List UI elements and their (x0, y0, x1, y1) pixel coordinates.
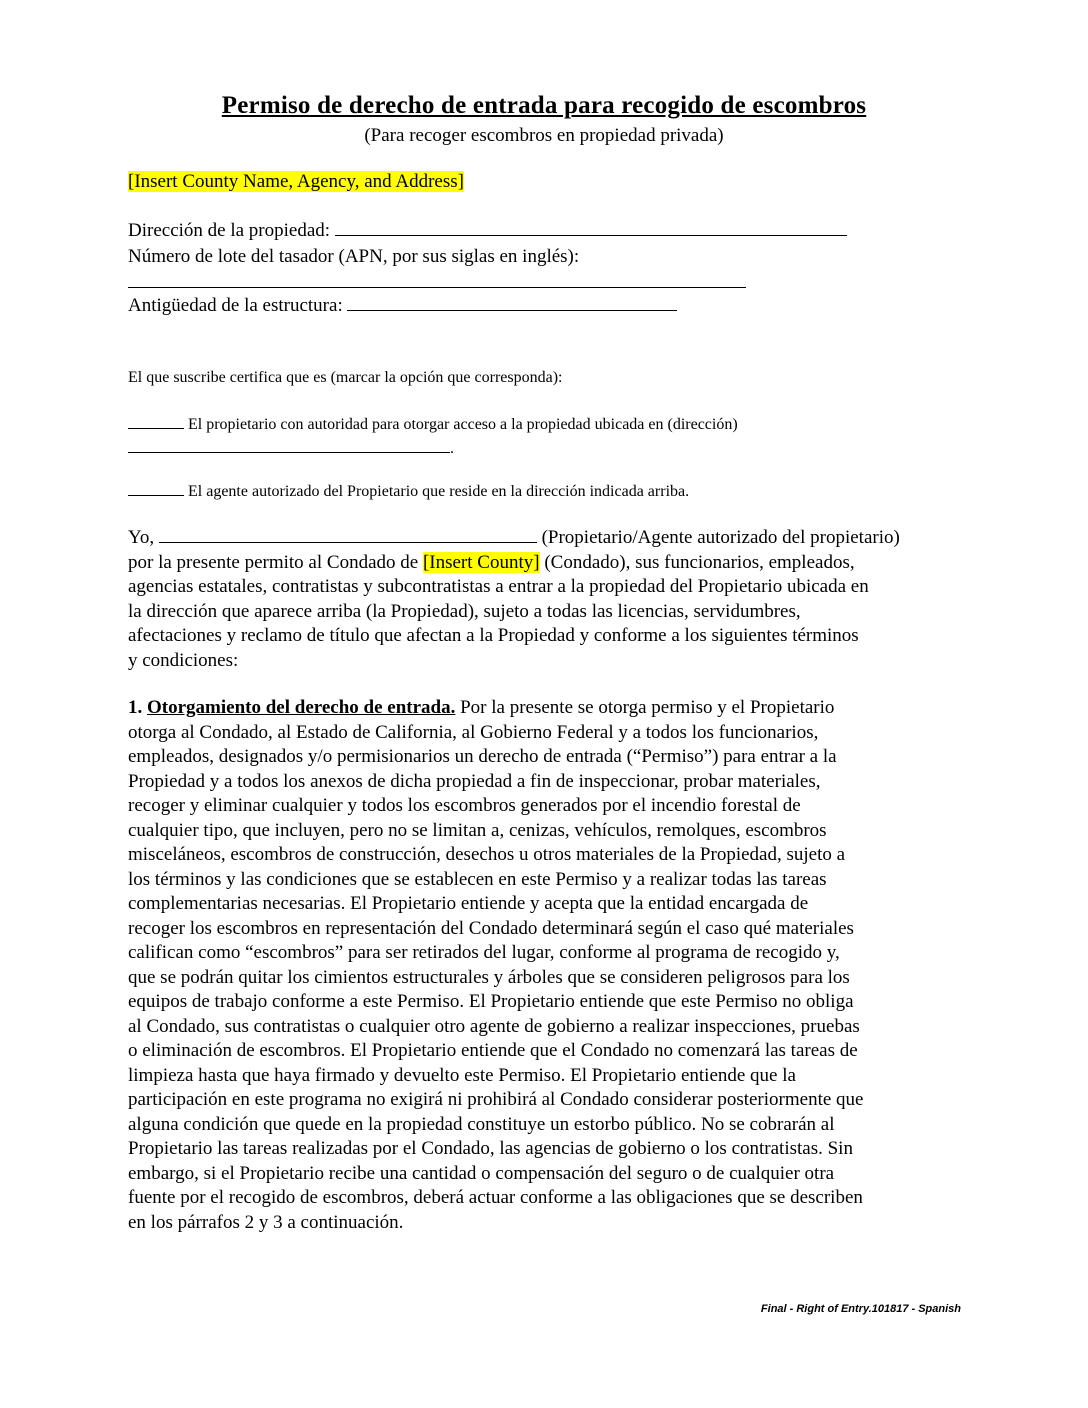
section-1-line: limpieza hasta que haya firmado y devuelto este Permiso. El Propietario entiende que la (128, 1064, 796, 1086)
section-1-line: recoger los escombros en representación del Condado determinará según el caso qué materiales (128, 917, 854, 939)
grant-line-2 (128, 551, 968, 576)
section-1-line: al Condado, sus contratistas o cualquier otro agente de gobierno a realizar inspecciones, pruebas (128, 1015, 860, 1037)
insert-county-highlight: [Insert County] (422, 551, 540, 573)
section-1-line: equipos de trabajo conforme a este Permiso. El Propietario entiende que este Permiso no obliga (128, 991, 854, 1012)
age-input-line[interactable] (347, 296, 677, 311)
grant-paragraph (128, 526, 968, 673)
certify-intro: El que suscribe certifica que es (marcar la opción que corresponda): (128, 369, 563, 386)
section-1-line: en los párrafos 2 y 3 a continuación. (128, 1211, 404, 1233)
section-1-line: califican como “escombros” para ser retirados del lugar, conforme al programa de recogido y, (128, 942, 840, 963)
apn-field-label-row (128, 246, 579, 268)
document-subtitle: (Para recoger escombros en propiedad privada) (364, 125, 724, 146)
section-1-line: Propiedad y a todos los anexos de dicha propiedad a fin de inspeccionar, probar materiales, (128, 770, 821, 792)
certify-option-agent (128, 481, 689, 501)
section-1-paragraph (128, 696, 968, 1235)
grant-line-3: agencias estatales, contratistas y subcontratistas a entrar a la propiedad del Propietario ubicada en (128, 576, 869, 597)
section-1-line: los términos y las condiciones que se establecen en este Permiso y a realizar todas las tareas (128, 868, 827, 890)
section-1-line: misceláneos, escombros de construcción, desechos u otros materiales de la Propiedad, sujeto a (128, 844, 846, 865)
owner-address-input-line[interactable] (128, 438, 450, 453)
section-1-line: alguna condición que quede en la propiedad constituye un estorbo público. No se cobrarán al (128, 1113, 835, 1135)
section-1-heading: Otorgamiento del derecho de entrada. (147, 697, 456, 718)
section-1-number: 1. (128, 697, 147, 718)
grant-line-5: afectaciones y reclamo de título que afectan a la Propiedad y conforme a los siguientes términos (128, 625, 859, 646)
grant-line-6: y condiciones: (128, 649, 239, 671)
grant-line-1 (128, 526, 968, 551)
grant-yo: Yo, (128, 527, 155, 548)
section-1-line: complementarias necesarias. El Propietario entiende y acepta que la entidad encargada de (128, 893, 809, 914)
certify-owner-address-row (128, 438, 454, 458)
age-field (128, 295, 677, 317)
age-label: Antigüedad de la estructura: (128, 295, 343, 316)
section-1-first-line (128, 696, 968, 721)
grant-role: (Propietario/Agente autorizado del propietario) (541, 527, 900, 548)
address-input-line[interactable] (335, 221, 847, 236)
page-footer: Final - Right of Entry.101817 - Spanish (760, 1303, 961, 1315)
grant-line-2a: por la presente permito al Condado de (128, 551, 423, 573)
section-1-line: fuente por el recogido de escombros, deberá actuar conforme a las obligaciones que se describen (128, 1187, 863, 1208)
section-1-line: o eliminación de escombros. El Propietario entiende que el Condado no comenzará las tareas de (128, 1040, 858, 1061)
agent-option-label: El agente autorizado del Propietario que reside en la dirección indicada arriba. (188, 483, 690, 500)
owner-address-end: . (450, 440, 454, 457)
grant-line-2b: (Condado), sus funcionarios, empleados, (539, 551, 855, 573)
agent-checkbox-line[interactable] (128, 481, 184, 496)
owner-checkbox-line[interactable] (128, 414, 184, 429)
section-1-line: participación en este programa no exigirá ni prohibirá al Condado considerar posteriormente que (128, 1089, 864, 1110)
county-placeholder-highlight: [Insert County Name, Agency, and Address] (128, 171, 464, 192)
section-1-line: Propietario las tareas realizadas por el Condado, las agencias de gobierno o los contratistas. Sin (128, 1138, 853, 1159)
grant-line-4: la dirección que aparece arriba (la Propiedad), sujeto a todas las licencias, servidumbres, (128, 600, 801, 622)
certify-option-owner (128, 414, 738, 434)
apn-input-line[interactable] (128, 273, 746, 288)
document-title: Permiso de derecho de entrada para recogido de escombros (221, 92, 867, 119)
county-block-placeholder (128, 171, 464, 193)
section-1-line: que se podrán quitar los cimientos estructurales y árboles que se consideren peligrosos para los (128, 966, 850, 988)
apn-field-line-row (128, 272, 746, 294)
address-field (128, 220, 847, 242)
section-1-line: empleados, designados y/o permisionarios un derecho de entrada (“Permiso”) para entrar a la (128, 746, 837, 767)
section-1-line: otorga al Condado, al Estado de California, al Gobierno Federal y a todos los funcionarios, (128, 721, 819, 743)
grantor-name-input-line[interactable] (159, 528, 537, 543)
section-1-first-line-rest: Por la presente se otorga permiso y el Propietario (455, 697, 835, 718)
owner-option-label: El propietario con autoridad para otorgar acceso a la propiedad ubicada en (dirección) (188, 416, 738, 433)
address-label: Dirección de la propiedad: (128, 220, 331, 241)
section-1-line: cualquier tipo, que incluyen, pero no se limitan a, cenizas, vehículos, remolques, escombros (128, 819, 827, 841)
apn-label: Número de lote del tasador (APN, por sus siglas en inglés): (128, 246, 580, 267)
section-1-line: embargo, si el Propietario recibe una cantidad o compensación del seguro o de cualquier otra (128, 1162, 835, 1184)
section-1-line: recoger y eliminar cualquier y todos los escombros generados por el incendio forestal de (128, 795, 801, 816)
